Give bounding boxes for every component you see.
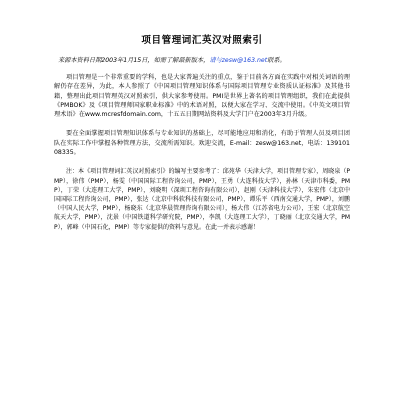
intro-paragraph: 项目管理是一个非常重要的学科，也是大家普遍关注的重点，鉴于目前各方面在实践中对相关词语的理解仍存在差异，为此，本人参照了《中国项目管理知识体系与国际项目管理专业资质认证标准》及其他书籍，整理出此项目管理英汉对照索引，供大家参考使用。PMI是世界上著名的项目管理组织，我们在此提供《PMBOK》及《项目管理师国家职业标准》中的术语对照，以便大家在学习、交流中使用。《中英文项目管理术语》在www.mcresfdomain.com，十五五日期网站资料及大学门户在2003年3月升级。 xyxy=(54,74,350,119)
contact-paragraph: 要在全面掌握项目管理知识体系与专业知识的基础上，尽可能地应用和消化，有助于管理人员及项目团队在实际工作中掌握各种管理方法，交流所需知识。欢迎交流，E-mail：zesw@163.net，电话：13910108335。 xyxy=(54,130,350,157)
document-title: 项目管理词汇英汉对照索引 xyxy=(141,35,263,46)
source-note-suffix: 联系。 xyxy=(267,57,286,64)
source-note xyxy=(58,56,350,65)
acknowledgement-paragraph: 注：本《项目管理词汇英汉对照索引》的编写主要参考了：邱苑华（天津大学，项目管理专家），周晓泉（PMP），徐伟（PMP），杨雯（中国国际工程咨询公司，PMP），王勇（大连科技大学），孙林（天津市科委，PMP），丁荣（大连理工大学，PMP），刘晓明（深圳工程咨询有限公司），赵刚（天津科技大学），朱宏伟（北京中国国际工程咨询公司，PMP），张达（北京中科软科技有限公司，PMP），谭乐平（西南交通大学，PMP），刘鹏（中国人民大学，PMP），杨晓东（北京华晨管理咨询有限公司），杨大伟（江苏省电力公司），王宏（北京航空航天大学，PMP），沈景（中国铁道科学研究院，PMP），李凯（大连理工大学），丁晓丽（北京交通大学，PMP），郭峰（中国石化，PMP）等专家提供的资料与意见。在此一并表示感谢！ xyxy=(54,168,350,231)
contact-link[interactable]: 请与zesw@163.net xyxy=(209,57,268,64)
document-page xyxy=(54,34,350,242)
source-note-prefix: 来源本资料日期2003年1月15日，如需了解最新版本， xyxy=(58,57,210,64)
